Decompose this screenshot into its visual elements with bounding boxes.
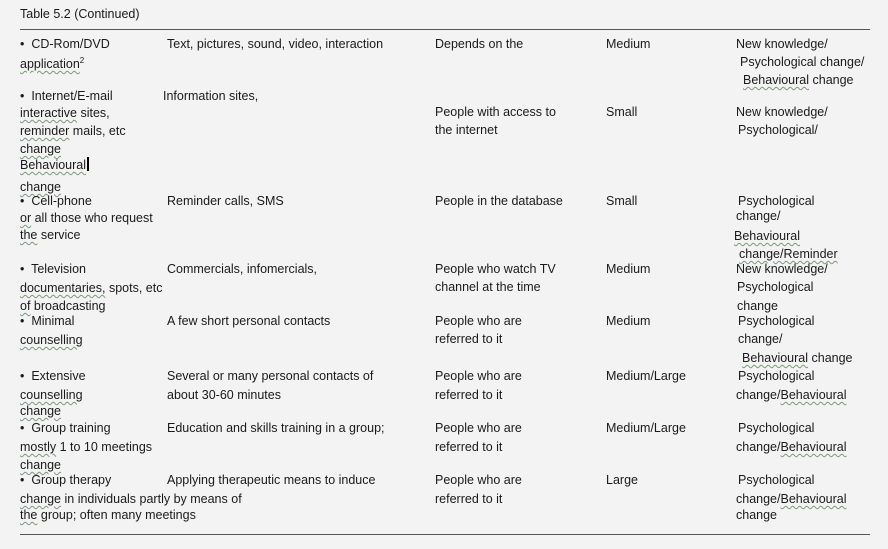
reach-cell: Small — [606, 194, 638, 208]
effect-cell: Behavioural — [734, 229, 801, 243]
method-cell: mostly 1 to 10 meetings — [20, 440, 153, 454]
method-cell: Behavioural — [20, 156, 89, 174]
method-cell: • Group training — [20, 421, 111, 435]
reach-cell: Medium/Large — [606, 369, 686, 383]
audience-cell: Depends on the — [435, 37, 524, 51]
audience-cell: People who watch TV — [435, 262, 556, 276]
audience-cell: referred to it — [435, 332, 503, 346]
method-cell: • Television — [20, 262, 86, 276]
audience-cell: referred to it — [435, 492, 503, 506]
method-cell: interactive sites, — [20, 106, 110, 120]
effect-cell: Psychological — [738, 194, 815, 208]
content-cell: Reminder calls, SMS — [167, 194, 284, 208]
method-cell: change — [20, 142, 62, 156]
effect-cell: change/Behavioural — [736, 388, 847, 402]
reach-cell: Medium — [606, 262, 651, 276]
method-cell: • Cell-phone — [20, 194, 92, 208]
audience-cell: the internet — [435, 123, 498, 137]
content-cell: Applying therapeutic means to induce — [167, 473, 376, 487]
method-cell: the group; often many meetings — [20, 508, 196, 522]
method-cell: change — [20, 458, 62, 472]
content-cell: Several or many personal contacts of — [167, 369, 374, 383]
effect-cell: change/Behavioural — [736, 492, 847, 506]
content-cell: A few short personal contacts — [167, 314, 331, 328]
method-cell: application$^2$ — [20, 56, 85, 72]
effect-cell: change — [736, 508, 778, 522]
method-cell: reminder mails, etc — [20, 124, 126, 138]
reach-cell: Medium/Large — [606, 421, 686, 435]
effect-cell: change/Reminder — [739, 247, 838, 261]
effect-cell: New knowledge/ — [736, 37, 828, 51]
content-cell: about 30-60 minutes — [167, 388, 281, 402]
effect-cell: New knowledge/ — [736, 262, 828, 276]
table-top-rule — [20, 29, 870, 30]
reach-cell: Large — [606, 473, 638, 487]
audience-cell: referred to it — [435, 388, 503, 402]
effect-cell: Behavioural change — [742, 351, 853, 365]
method-cell: counselling — [20, 333, 83, 347]
audience-cell: People in the database — [435, 194, 563, 208]
method-cell: change — [20, 180, 62, 194]
table-caption: Table 5.2 (Continued) — [20, 7, 140, 21]
effect-cell: Behavioural change — [743, 73, 854, 87]
method-cell: change — [20, 404, 62, 418]
effect-cell: Psychological — [738, 473, 815, 487]
method-cell: the service — [20, 228, 81, 242]
effect-cell: change/Behavioural — [736, 440, 847, 454]
audience-cell: People with access to — [435, 105, 556, 119]
reach-cell: Medium — [606, 37, 651, 51]
effect-cell: Psychological change/ — [740, 55, 865, 69]
content-cell: Commercials, infomercials, — [167, 262, 318, 276]
method-cell: • CD-Rom/DVD — [20, 37, 110, 51]
audience-cell: referred to it — [435, 440, 503, 454]
audience-cell: People who are — [435, 473, 522, 487]
effect-cell: change/ — [736, 209, 781, 223]
method-cell: • Minimal — [20, 314, 75, 328]
effect-cell: Psychological — [738, 314, 815, 328]
method-cell: counselling — [20, 388, 83, 402]
method-cell: of broadcasting — [20, 299, 106, 313]
audience-cell: channel at the time — [435, 280, 541, 294]
method-cell: • Group therapy — [20, 473, 112, 487]
audience-cell: People who are — [435, 314, 522, 328]
effect-cell: Psychological — [738, 421, 815, 435]
effect-cell: New knowledge/ — [736, 105, 828, 119]
audience-cell: People who are — [435, 369, 522, 383]
method-cell: • Internet/E-mail — [20, 89, 113, 103]
text-cursor — [87, 157, 89, 171]
effect-cell: Psychological — [737, 280, 814, 294]
audience-cell: People who are — [435, 421, 522, 435]
table-bottom-rule — [20, 534, 870, 535]
reach-cell: Small — [606, 105, 638, 119]
content-cell: Education and skills training in a group; — [167, 421, 385, 435]
method-cell: change in individuals partly by means of — [20, 492, 242, 506]
content-cell: Text, pictures, sound, video, interaction — [167, 37, 384, 51]
effect-cell: Psychological — [738, 369, 815, 383]
effect-cell: change/ — [738, 332, 783, 346]
method-cell: • Extensive — [20, 369, 86, 383]
effect-cell: Psychological/ — [738, 123, 818, 137]
effect-cell: change — [737, 299, 779, 313]
method-cell: or all those who request — [20, 211, 153, 225]
reach-cell: Medium — [606, 314, 651, 328]
method-cell: documentaries, spots, etc — [20, 281, 163, 295]
content-cell: Information sites, — [163, 89, 259, 103]
